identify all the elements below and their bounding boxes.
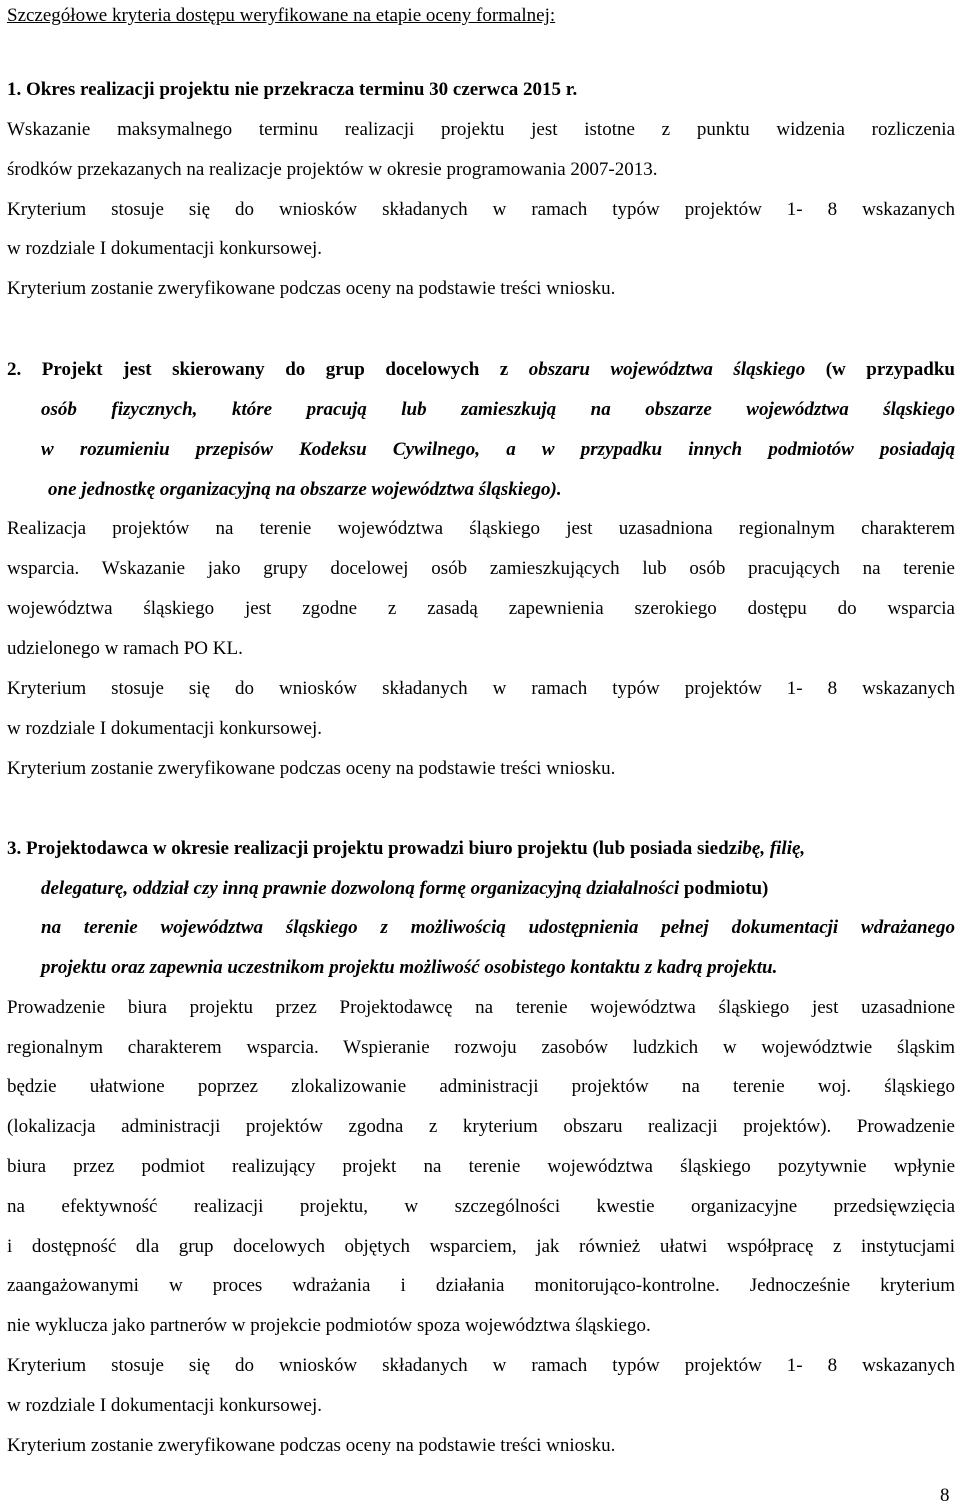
criterion-2-text-line: Kryterium zostanie zweryfikowane podczas oceny na podstawie treści wniosku. bbox=[7, 758, 616, 779]
criterion-1-text-line: Wskazanie maksymalnego terminu realizacji projektu jest istotne z punktu widzenia rozliczenia bbox=[7, 119, 955, 140]
criterion-2-text-line: wsparcia. Wskazanie jako grupy docelowej osób zamieszkujących lub osób pracujących na terenie bbox=[7, 558, 955, 579]
page-number: 8 bbox=[940, 1485, 950, 1506]
criterion-3-title-line: na terenie województwa śląskiego z możliwością udostępnienia pełnej dokumentacji wdrażanego bbox=[41, 917, 955, 938]
criterion-2-title-part: (w przypadku bbox=[805, 359, 955, 380]
criterion-2-text-line: województwa śląskiego jest zgodne z zasadą zapewnienia szerokiego dostępu do wsparcia bbox=[7, 598, 955, 619]
criterion-2-title-line: w rozumieniu przepisów Kodeksu Cywilnego, a w przypadku innych podmiotów posiadają bbox=[41, 439, 955, 460]
criterion-1-text-line: Kryterium stosuje się do wniosków składanych w ramach typów projektów 1- 8 wskazanych bbox=[7, 199, 955, 220]
criterion-3-text-line: będzie ułatwione poprzez zlokalizowanie administracji projektów na terenie woj. śląskiego bbox=[7, 1076, 955, 1097]
criterion-1-text-line: w rozdziale I dokumentacji konkursowej. bbox=[7, 238, 322, 259]
criterion-3-title-line: projektu oraz zapewnia uczestnikom projektu możliwość osobistego kontaktu z kadrą projektu. bbox=[41, 957, 778, 978]
criterion-3-title-part: 3. Projektodawca w okresie realizacji projektu prowadzi biuro projektu (lub posiada siedz bbox=[7, 838, 738, 859]
criterion-3-title-part: podmiotu) bbox=[679, 878, 769, 899]
criterion-2-title-line: one jednostkę organizacyjną na obszarze województwa śląskiego). bbox=[48, 479, 562, 500]
criterion-3-text-line: biura przez podmiot realizujący projekt na terenie województwa śląskiego pozytywnie wpłynie bbox=[7, 1156, 955, 1177]
criterion-2-title-part: 2. Projekt jest skierowany do grup docelowych z bbox=[7, 359, 529, 380]
criterion-3-text-line: (lokalizacja administracji projektów zgodna z kryterium obszaru realizacji projektów). Prowadzenie bbox=[7, 1116, 955, 1137]
criterion-2-text-line: Kryterium stosuje się do wniosków składanych w ramach typów projektów 1- 8 wskazanych bbox=[7, 678, 955, 699]
section-heading: Szczegółowe kryteria dostępu weryfikowane na etapie oceny formalnej: bbox=[7, 5, 556, 26]
criterion-2-title-line: osób fizycznych, które pracują lub zamieszkują na obszarze województwa śląskiego bbox=[41, 399, 955, 420]
criterion-2-text-line: udzielonego w ramach PO KL. bbox=[7, 638, 243, 659]
criterion-2-title bbox=[7, 358, 955, 382]
criterion-3-title-line bbox=[41, 877, 955, 901]
criterion-3-title-italic: delegaturę, oddział czy inną prawnie dozwoloną formę organizacyjną działalności bbox=[41, 878, 680, 899]
criterion-3-title-italic: ibę, filię, bbox=[737, 838, 806, 859]
criterion-1-text-line: środków przekazanych na realizacje projektów w okresie programowania 2007-2013. bbox=[7, 159, 658, 180]
criterion-3-text-line: Kryterium zostanie zweryfikowane podczas oceny na podstawie treści wniosku. bbox=[7, 1435, 616, 1456]
criterion-2-text-line: Realizacja projektów na terenie województwa śląskiego jest uzasadniona regionalnym charakterem bbox=[7, 518, 955, 539]
criterion-1-title: 1. Okres realizacji projektu nie przekracza terminu 30 czerwca 2015 r. bbox=[7, 79, 578, 100]
criterion-3-text-line: zaangażowanymi w proces wdrażania i działania monitorująco-kontrolne. Jednocześnie kryterium bbox=[7, 1275, 955, 1296]
criterion-3-text-line: i dostępność dla grup docelowych objętych wsparciem, jak również ułatwi współpracę z instytucjami bbox=[7, 1236, 955, 1257]
criterion-1-text-line: Kryterium zostanie zweryfikowane podczas oceny na podstawie treści wniosku. bbox=[7, 278, 616, 299]
criterion-3-title bbox=[7, 837, 955, 861]
criterion-3-text-line: Kryterium stosuje się do wniosków składanych w ramach typów projektów 1- 8 wskazanych bbox=[7, 1355, 955, 1376]
criterion-3-text-line: na efektywność realizacji projektu, w szczególności kwestie organizacyjne przedsięwzięcia bbox=[7, 1196, 955, 1217]
criterion-2-text-line: w rozdziale I dokumentacji konkursowej. bbox=[7, 718, 322, 739]
criterion-3-text-line: nie wyklucza jako partnerów w projekcie podmiotów spoza województwa śląskiego. bbox=[7, 1315, 651, 1336]
criterion-2-title-italic: obszaru województwa śląskiego bbox=[528, 359, 806, 380]
criterion-3-text-line: Prowadzenie biura projektu przez Projektodawcę na terenie województwa śląskiego jest uzasadnione bbox=[7, 997, 955, 1018]
criterion-3-text-line: w rozdziale I dokumentacji konkursowej. bbox=[7, 1395, 322, 1416]
criterion-3-text-line: regionalnym charakterem wsparcia. Wspieranie rozwoju zasobów ludzkich w województwie śląskim bbox=[7, 1037, 955, 1058]
